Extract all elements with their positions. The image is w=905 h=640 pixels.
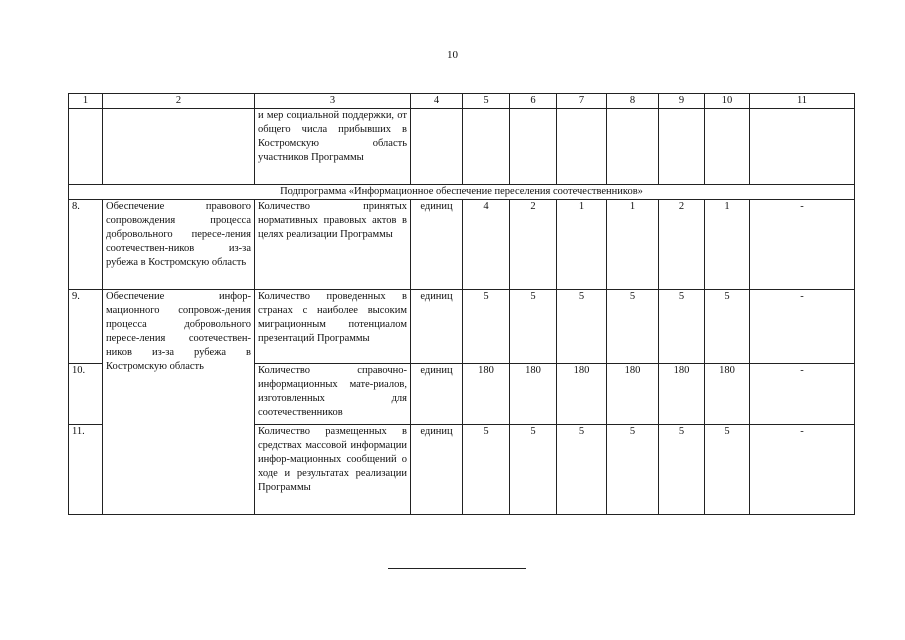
footer-divider xyxy=(388,568,526,569)
value-cell: 5 xyxy=(659,425,705,515)
indicator-cell: Количество принятых нормативных правовых актов в целях реализации Программы xyxy=(255,200,411,290)
value-cell: 5 xyxy=(557,425,607,515)
subprogram-row xyxy=(69,185,855,200)
value-cell: 180 xyxy=(607,364,659,425)
value-cell: 5 xyxy=(510,425,557,515)
value-cell: 180 xyxy=(510,364,557,425)
column-header: 8 xyxy=(607,94,659,109)
value-cell: 5 xyxy=(607,425,659,515)
value-cell: 5 xyxy=(705,290,750,364)
value-cell: 5 xyxy=(463,290,510,364)
row-number-cell: 9. xyxy=(69,290,103,364)
column-header: 5 xyxy=(463,94,510,109)
column-header: 2 xyxy=(103,94,255,109)
column-header: 9 xyxy=(659,94,705,109)
column-header: 3 xyxy=(255,94,411,109)
value-cell: 180 xyxy=(659,364,705,425)
value-cell: 180 xyxy=(463,364,510,425)
value-cell: 5 xyxy=(607,290,659,364)
value-cell: 4 xyxy=(463,200,510,290)
value-cell: 2 xyxy=(510,200,557,290)
row-number-cell xyxy=(69,109,103,185)
indicator-cell: и мер социальной поддержки, от общего числа прибывших в Костромскую область участников Программы xyxy=(255,109,411,185)
value-cell: 1 xyxy=(705,200,750,290)
value-cell: 2 xyxy=(659,200,705,290)
measure-cell: Обеспечение инфор-мационного сопровож-дения процесса добровольного пересе-ления соотечествен-ников из-за рубежа в Костромскую область xyxy=(103,290,255,515)
value-cell: 5 xyxy=(705,425,750,515)
measure-cell: Обеспечение правового сопровождения процесса добровольного пересе-ления соотечествен-ников из-за рубежа в Костромскую область xyxy=(103,200,255,290)
row-number-cell: 8. xyxy=(69,200,103,290)
value-cell: 5 xyxy=(659,290,705,364)
value-cell: 5 xyxy=(510,290,557,364)
indicator-cell: Количество проведенных в странах с наиболее высоким миграционным потенциалом презентаций Программы xyxy=(255,290,411,364)
table-row xyxy=(69,109,855,185)
column-number-row xyxy=(69,94,855,109)
table-row xyxy=(69,200,855,290)
table-row xyxy=(69,290,855,364)
note-cell: - xyxy=(750,425,855,515)
value-cell xyxy=(659,109,705,185)
page-number: 10 xyxy=(447,49,458,61)
indicator-cell: Количество справочно-информационных мате-риалов, изготовленных для соотечественников xyxy=(255,364,411,425)
column-header: 10 xyxy=(705,94,750,109)
program-indicators-table xyxy=(68,93,855,515)
column-header: 1 xyxy=(69,94,103,109)
value-cell xyxy=(510,109,557,185)
row-number-cell: 10. xyxy=(69,364,103,425)
unit-cell: единиц xyxy=(411,425,463,515)
unit-cell: единиц xyxy=(411,290,463,364)
note-cell: - xyxy=(750,200,855,290)
value-cell xyxy=(557,109,607,185)
value-cell: 5 xyxy=(557,290,607,364)
value-cell: 5 xyxy=(463,425,510,515)
indicator-cell: Количество размещенных в средствах массовой информации инфор-мационных сообщений о ходе и результатах реализации Программы xyxy=(255,425,411,515)
subprogram-title: Подпрограмма «Информационное обеспечение переселения соотечественников» xyxy=(69,185,855,200)
value-cell: 180 xyxy=(557,364,607,425)
column-header: 7 xyxy=(557,94,607,109)
unit-cell: единиц xyxy=(411,200,463,290)
value-cell: 1 xyxy=(607,200,659,290)
row-number-cell: 11. xyxy=(69,425,103,515)
value-cell: 180 xyxy=(705,364,750,425)
column-header: 6 xyxy=(510,94,557,109)
value-cell: 1 xyxy=(557,200,607,290)
unit-cell xyxy=(411,109,463,185)
unit-cell: единиц xyxy=(411,364,463,425)
value-cell xyxy=(705,109,750,185)
column-header: 4 xyxy=(411,94,463,109)
measure-cell xyxy=(103,109,255,185)
value-cell xyxy=(607,109,659,185)
note-cell: - xyxy=(750,290,855,364)
column-header: 11 xyxy=(750,94,855,109)
note-cell xyxy=(750,109,855,185)
note-cell: - xyxy=(750,364,855,425)
value-cell xyxy=(463,109,510,185)
